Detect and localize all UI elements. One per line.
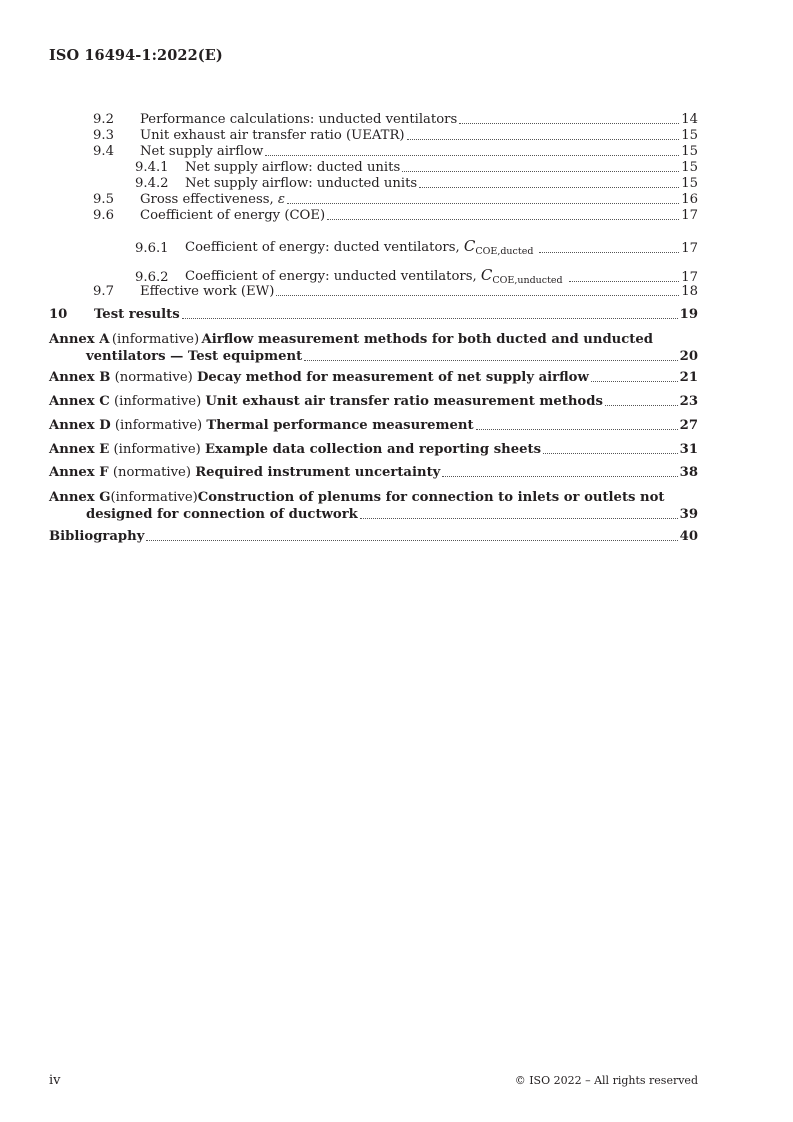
toc-number: 9.3 bbox=[93, 128, 114, 143]
annex-title: Thermal performance measurement bbox=[206, 418, 474, 433]
coe-symbol: C bbox=[463, 237, 476, 255]
toc-annex-f[interactable] bbox=[49, 465, 698, 481]
coe-symbol: C bbox=[480, 266, 493, 284]
annex-type: (informative) bbox=[114, 418, 203, 433]
dot-leader bbox=[476, 429, 678, 430]
toc-title: Effective work (EW) bbox=[140, 284, 275, 299]
toc-entry-9-2[interactable] bbox=[49, 112, 698, 128]
dot-leader bbox=[442, 476, 677, 477]
toc-page: 15 bbox=[681, 176, 698, 191]
toc-number: 9.6 bbox=[93, 208, 114, 223]
toc-page: 17 bbox=[681, 208, 698, 223]
dot-leader bbox=[304, 360, 677, 361]
dot-leader bbox=[407, 139, 680, 140]
toc-annex-c[interactable] bbox=[49, 394, 698, 410]
annex-type: (normative) bbox=[112, 465, 191, 480]
toc-annex-a[interactable] bbox=[49, 331, 698, 365]
annex-label: Annex E bbox=[49, 442, 110, 457]
dot-leader bbox=[543, 453, 678, 454]
toc-number: 10 bbox=[49, 307, 68, 322]
dot-leader bbox=[327, 219, 679, 220]
toc-title: Test results bbox=[94, 307, 180, 322]
toc-annex-d[interactable] bbox=[49, 418, 698, 434]
toc-title: Unit exhaust air transfer ratio (UEATR) bbox=[140, 128, 405, 143]
dot-leader bbox=[182, 318, 678, 319]
dot-leader bbox=[419, 187, 679, 188]
toc-page: 15 bbox=[681, 144, 698, 159]
dot-leader bbox=[402, 171, 679, 172]
toc-entry-9-4-1[interactable] bbox=[49, 160, 698, 176]
toc-title: Net supply airflow: ducted units bbox=[185, 160, 401, 175]
toc-page: 15 bbox=[681, 128, 698, 143]
dot-leader bbox=[539, 252, 679, 253]
toc-page: 18 bbox=[681, 284, 698, 299]
toc-annex-e[interactable] bbox=[49, 442, 698, 458]
annex-label: Annex C bbox=[49, 394, 110, 409]
annex-label: Annex B bbox=[49, 370, 111, 385]
toc-title: Coefficient of energy: ducted ventilators, $C_{COE,ducted}$ bbox=[185, 237, 534, 257]
toc-entry-9-6-1[interactable] bbox=[49, 238, 698, 257]
toc-entry-9-4-2[interactable] bbox=[49, 176, 698, 192]
footer-page-number: iv bbox=[49, 1073, 61, 1088]
toc-page: 39 bbox=[679, 507, 698, 522]
annex-title: Example data collection and reporting sheets bbox=[204, 442, 542, 457]
annex-title-line2: designed for connection of ductwork bbox=[86, 507, 358, 522]
dot-leader bbox=[287, 203, 679, 204]
toc-entry-9-4[interactable] bbox=[49, 144, 698, 160]
dot-leader bbox=[146, 540, 677, 541]
toc-title: Coefficient of energy: unducted ventilators, $C_{COE,unducted}$ bbox=[185, 266, 563, 286]
toc-page: 14 bbox=[681, 112, 698, 127]
annex-label: Annex G bbox=[49, 490, 111, 505]
annex-type: (normative) bbox=[114, 370, 193, 385]
annex-title: Required instrument uncertainty bbox=[195, 465, 441, 480]
toc-annex-g[interactable] bbox=[49, 489, 698, 523]
toc-page: 27 bbox=[679, 418, 698, 433]
annex-title-line1: Construction of plenums for connection to inlets or outlets not bbox=[197, 490, 665, 505]
toc-entry-9-5[interactable] bbox=[49, 192, 698, 208]
toc-entry-9-6[interactable] bbox=[49, 208, 698, 224]
dot-leader bbox=[459, 123, 679, 124]
document-id: ISO 16494-1:2022(E) bbox=[49, 47, 223, 64]
dot-leader bbox=[591, 381, 678, 382]
toc-annex-b[interactable] bbox=[49, 370, 698, 386]
toc-page: 31 bbox=[679, 442, 698, 457]
toc-page: 17 bbox=[681, 270, 698, 285]
annex-type: (informative) bbox=[111, 332, 200, 347]
toc-title: Performance calculations: unducted ventilators bbox=[140, 112, 458, 127]
dot-leader bbox=[276, 295, 679, 296]
toc-title: Gross effectiveness, ε bbox=[140, 192, 285, 207]
toc-number: 9.4 bbox=[93, 144, 114, 159]
toc-number: 9.4.1 bbox=[135, 160, 169, 175]
toc-page: 23 bbox=[679, 394, 698, 409]
toc-number: 9.4.2 bbox=[135, 176, 169, 191]
annex-type: (informative) bbox=[113, 442, 201, 457]
toc-number: 9.6.1 bbox=[135, 241, 169, 256]
toc-page: 20 bbox=[679, 349, 698, 364]
toc-number: 9.2 bbox=[93, 112, 114, 127]
annex-title-line1: Airflow measurement methods for both ducted and unducted bbox=[201, 332, 653, 347]
toc-page: 40 bbox=[679, 529, 698, 544]
annex-label: Annex A bbox=[49, 332, 110, 347]
toc-entry-10[interactable] bbox=[49, 307, 698, 323]
annex-title-line2: ventilators — Test equipment bbox=[86, 349, 303, 364]
toc-page: 17 bbox=[681, 241, 698, 256]
coe-subscript: COE,unducted bbox=[492, 275, 563, 286]
toc-bibliography[interactable] bbox=[49, 529, 698, 545]
coe-subscript: COE,ducted bbox=[475, 246, 534, 257]
toc-title: Net supply airflow: unducted units bbox=[185, 176, 418, 191]
dot-leader bbox=[605, 405, 678, 406]
annex-title: Unit exhaust air transfer ratio measurement methods bbox=[205, 394, 603, 409]
toc-title: Net supply airflow bbox=[140, 144, 264, 159]
toc-page: 16 bbox=[681, 192, 698, 207]
toc-number: 9.7 bbox=[93, 284, 114, 299]
toc-entry-9-3[interactable] bbox=[49, 128, 698, 144]
footer-copyright: © ISO 2022 – All rights reserved bbox=[514, 1074, 698, 1087]
annex-label: Annex F bbox=[49, 465, 109, 480]
toc-page: 38 bbox=[679, 465, 698, 480]
toc-title: Coefficient of energy (COE) bbox=[140, 208, 326, 223]
annex-label: Annex D bbox=[49, 418, 111, 433]
toc-page: 15 bbox=[681, 160, 698, 175]
toc-entry-9-7[interactable] bbox=[49, 284, 698, 300]
toc-number: 9.6.2 bbox=[135, 270, 169, 285]
epsilon-symbol: ε bbox=[277, 192, 285, 207]
annex-type: (informative) bbox=[110, 490, 198, 505]
toc-title: Bibliography bbox=[49, 529, 145, 544]
annex-title: Decay method for measurement of net supply airflow bbox=[196, 370, 589, 385]
toc-page: 19 bbox=[679, 307, 698, 322]
toc-page: 21 bbox=[679, 370, 698, 385]
dot-leader bbox=[360, 518, 678, 519]
dot-leader bbox=[265, 155, 679, 156]
toc-number: 9.5 bbox=[93, 192, 114, 207]
annex-type: (informative) bbox=[113, 394, 202, 409]
dot-leader bbox=[569, 281, 680, 282]
